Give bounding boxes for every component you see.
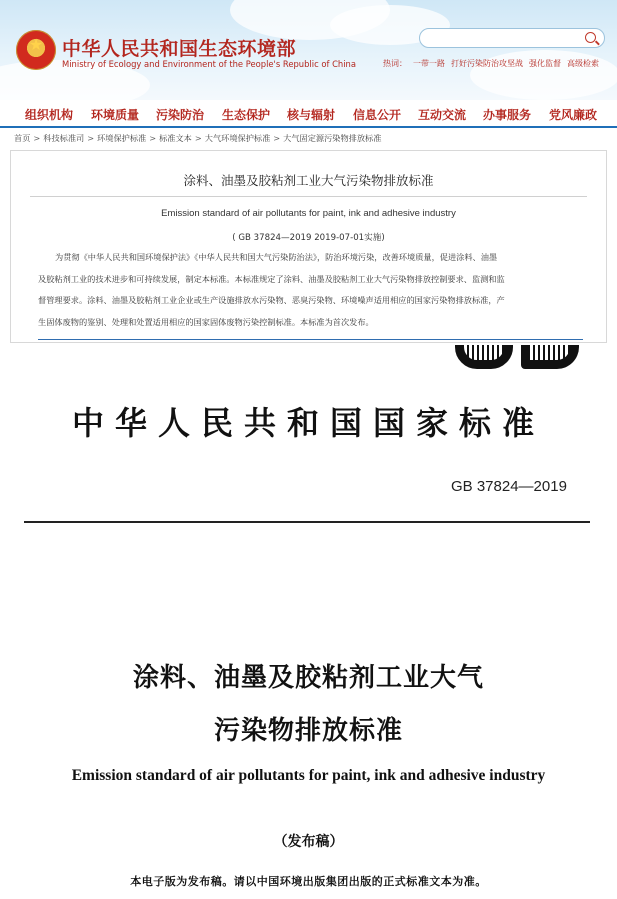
breadcrumb-stationary-source[interactable]: 大气固定源污染物排放标准 [283, 133, 382, 143]
hot-link-pollution-battle[interactable]: 打好污染防治攻坚战 [451, 59, 523, 68]
hot-words-bar [383, 58, 605, 69]
gb-logo-icon [449, 345, 581, 373]
search-input[interactable] [428, 33, 588, 51]
national-emblem-icon[interactable] [16, 30, 56, 70]
advanced-search-link[interactable]: 高级检索 [567, 59, 599, 68]
nav-item-ecology-protection[interactable]: 生态保护 [222, 108, 271, 122]
title-divider [30, 196, 587, 197]
standard-info: ( GB 37824—2019 2019-07-01实施) [232, 233, 385, 243]
national-standard-heading: 中华人民共和国国家标准 [71, 404, 545, 442]
article-body-line: 督管理要求。涂料、油墨及胶粘剂工业企业或生产设施排放水污染物、恶臭污染物、环境噪声适用相应的国家污染物排放标准，产 [38, 295, 505, 305]
breadcrumb [14, 133, 381, 144]
ministry-name-en[interactable]: Ministry of Ecology and Environment of the People's Republic of China [62, 59, 356, 69]
nav-item-environment-quality[interactable]: 环境质量 [91, 108, 140, 122]
breadcrumb-science-dept[interactable]: 科技标准司 [43, 133, 85, 143]
hot-words-label: 热词： [383, 59, 407, 68]
nav-item-services[interactable]: 办事服务 [483, 108, 532, 122]
article-title: 涂料、油墨及胶粘剂工业大气污染物排放标准 [183, 173, 434, 188]
breadcrumb-separator: > [33, 133, 41, 143]
nav-item-pollution-control[interactable]: 污染防治 [156, 108, 205, 122]
gb-logo-letter-g [455, 345, 513, 369]
main-nav [0, 100, 617, 128]
article-title-en: Emission standard of air pollutants for paint, ink and adhesive industry [161, 208, 456, 219]
document-title-en: Emission standard of air pollutants for paint, ink and adhesive industry [71, 767, 546, 784]
hot-link-belt-road[interactable]: 一带一路 [413, 59, 445, 68]
article-body-line: 生固体废物的鉴别、处理和处置适用相应的国家固体废物污染控制标准。本标准为首次发布。 [38, 316, 374, 327]
nav-item-organization[interactable]: 组织机构 [25, 108, 74, 122]
breadcrumb-home[interactable]: 首页 [14, 133, 31, 143]
nav-item-party-integrity[interactable]: 党风廉政 [549, 108, 598, 122]
panel-bottom-rule [38, 339, 583, 340]
breadcrumb-separator: > [273, 133, 281, 143]
hot-link-supervision[interactable]: 强化监督 [529, 59, 561, 68]
breadcrumb-separator: > [87, 133, 95, 143]
breadcrumb-standard-texts[interactable]: 标准文本 [159, 133, 192, 143]
standard-code: GB 37824—2019 [451, 478, 567, 495]
draft-label: （发布稿） [273, 834, 344, 850]
nav-item-information-disclosure[interactable]: 信息公开 [353, 108, 402, 122]
site-header [0, 0, 617, 100]
breadcrumb-separator: > [149, 133, 157, 143]
breadcrumb-air-standards[interactable]: 大气环境保护标准 [204, 133, 271, 143]
search-box [419, 28, 605, 48]
nav-item-interaction[interactable]: 互动交流 [418, 108, 467, 122]
document-title-line-1: 涂料、油墨及胶粘剂工业大气 [132, 663, 484, 693]
ministry-name-cn[interactable]: 中华人民共和国生态环境部 [62, 38, 297, 60]
gb-logo-letter-b [521, 345, 579, 369]
article-body [38, 247, 583, 333]
breadcrumb-env-standards[interactable]: 环境保护标准 [97, 133, 147, 143]
document-title-line-2: 污染物排放标准 [213, 716, 403, 746]
breadcrumb-separator: > [194, 133, 202, 143]
nav-item-nuclear-radiation[interactable]: 核与辐射 [287, 108, 336, 122]
article-body-line: 为贯彻《中华人民共和国环境保护法》《中华人民共和国大气污染防治法》，防治环境污染，改善环境质量，促进涂料、油墨 [55, 252, 498, 262]
document-rule [24, 521, 590, 523]
search-icon[interactable] [585, 32, 596, 43]
article-body-line: 及胶粘剂工业的技术进步和可持续发展，制定本标准。本标准规定了涂料、油墨及胶粘剂工业大气污染物排放控制要求、监测和监 [38, 273, 505, 284]
document-note: 本电子版为发布稿。请以中国环境出版集团出版的正式标准文本为准。 [130, 875, 487, 888]
